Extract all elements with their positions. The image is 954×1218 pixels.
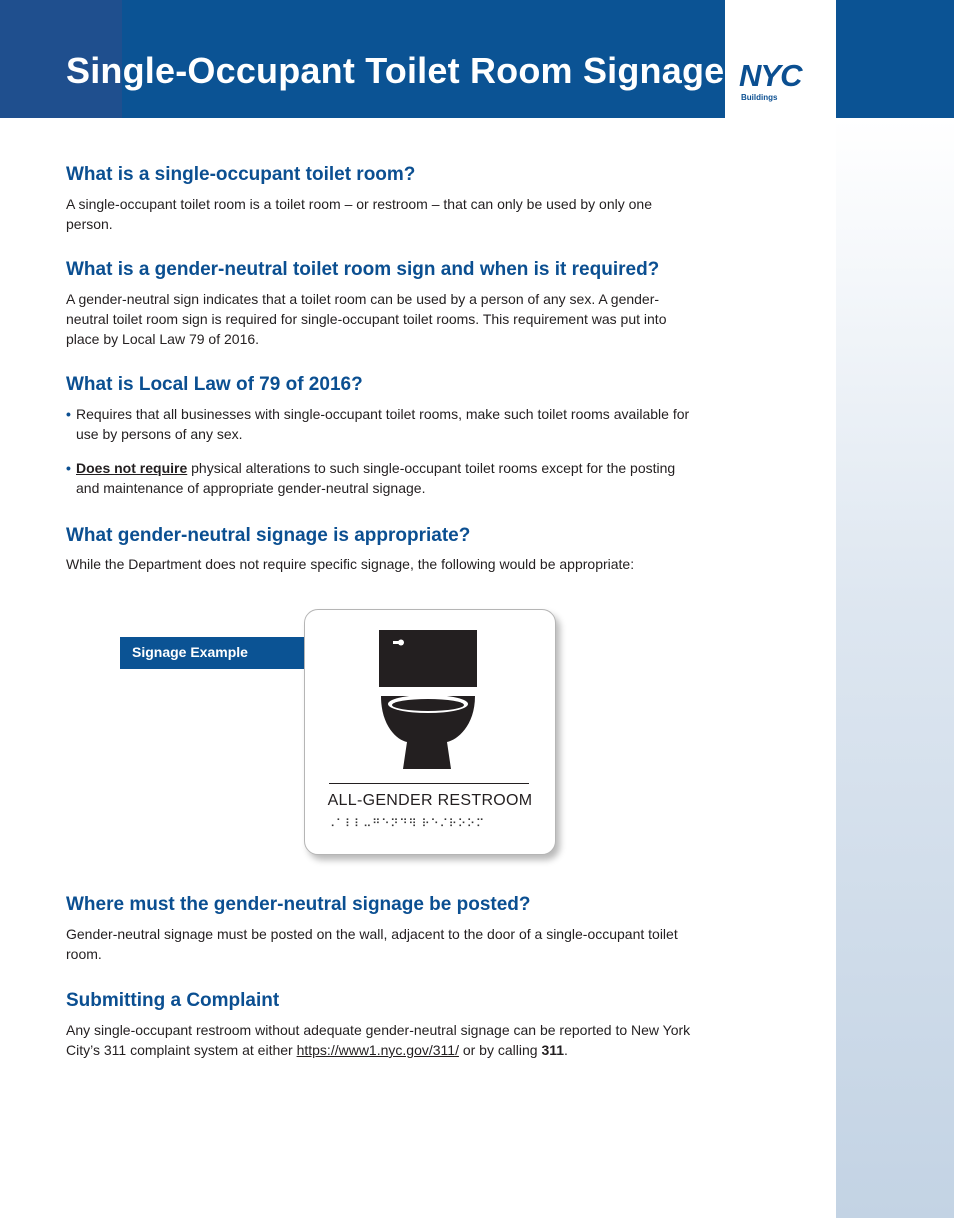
sign-divider <box>329 783 529 784</box>
complaint-text-end: . <box>564 1042 568 1058</box>
section-heading: What is Local Law of 79 of 2016? <box>66 374 363 395</box>
section-body: Gender-neutral signage must be posted on the wall, adjacent to the door of a single-occupant toilet room. <box>66 926 678 962</box>
bullet-icon: • <box>66 460 71 476</box>
complaint-text: Any single-occupant restroom without adequate gender-neutral signage can be reported to New York City’s 311 complaint system at either <box>66 1022 691 1058</box>
nyc-logo-icon <box>739 60 823 92</box>
signage-label-text: Signage Example <box>132 644 248 660</box>
section-heading: What is a gender-neutral toilet room sign and when is it required? <box>66 259 660 280</box>
section-body <box>66 1020 696 1060</box>
emphasis-text: Does not require <box>76 460 188 476</box>
signage-example <box>304 609 556 855</box>
section-complaint <box>66 989 696 1060</box>
list-item <box>66 458 700 498</box>
section-local-law <box>66 373 696 397</box>
signage-example-label <box>120 637 305 669</box>
section-body: A single-occupant toilet room is a toilet room – or restroom – that can only be used by only one person. <box>66 196 652 232</box>
section-appropriate-signage <box>66 524 696 574</box>
section-body: While the Department does not require specific signage, the following would be appropriate: <box>66 556 635 572</box>
section-gender-neutral-sign <box>66 258 696 349</box>
logo-subtitle: Buildings <box>741 93 778 102</box>
page-title: Single-Occupant Toilet Room Signage <box>66 50 725 91</box>
svg-text:NYC: NYC <box>739 60 802 92</box>
side-gradient-panel <box>836 118 954 1218</box>
bullet-text: physical alterations to such single-occupant toilet rooms except for the posting and maintenance of appropriate gender-neutral signage. <box>76 460 676 496</box>
nyc-311-link[interactable]: https://www1.nyc.gov/311/ <box>296 1042 459 1058</box>
bullet-icon: • <box>66 406 71 422</box>
section-heading: What is a single-occupant toilet room? <box>66 164 416 185</box>
complaint-text-mid: or by calling <box>458 1042 542 1058</box>
list-item <box>66 404 700 444</box>
section-heading: Where must the gender-neutral signage be posted? <box>66 894 531 915</box>
sign-braille: ⠠⠁⠇⠇⠤⠛⠑⠝⠙⠻ ⠗⠑⠌⠗⠕⠕⠍ <box>327 818 486 830</box>
sign-caption: ALL-GENDER RESTROOM <box>327 792 533 809</box>
toilet-icon <box>377 630 481 772</box>
phone-number: 311 <box>541 1042 565 1058</box>
section-heading: What gender-neutral signage is appropriate? <box>66 525 471 546</box>
bullet-text: Requires that all businesses with single-occupant toilet rooms, make such toilet rooms available for use by persons of any sex. <box>76 406 690 442</box>
section-posting-location <box>66 893 696 964</box>
section-single-occupant <box>66 163 696 234</box>
section-body: A gender-neutral sign indicates that a toilet room can be used by a person of any sex. A gender-neutral toilet room sign is required for single-occupant toilet rooms. This requirement was put into place by Local Law 79 of 2016. <box>66 291 667 347</box>
section-heading: Submitting a Complaint <box>66 990 280 1011</box>
